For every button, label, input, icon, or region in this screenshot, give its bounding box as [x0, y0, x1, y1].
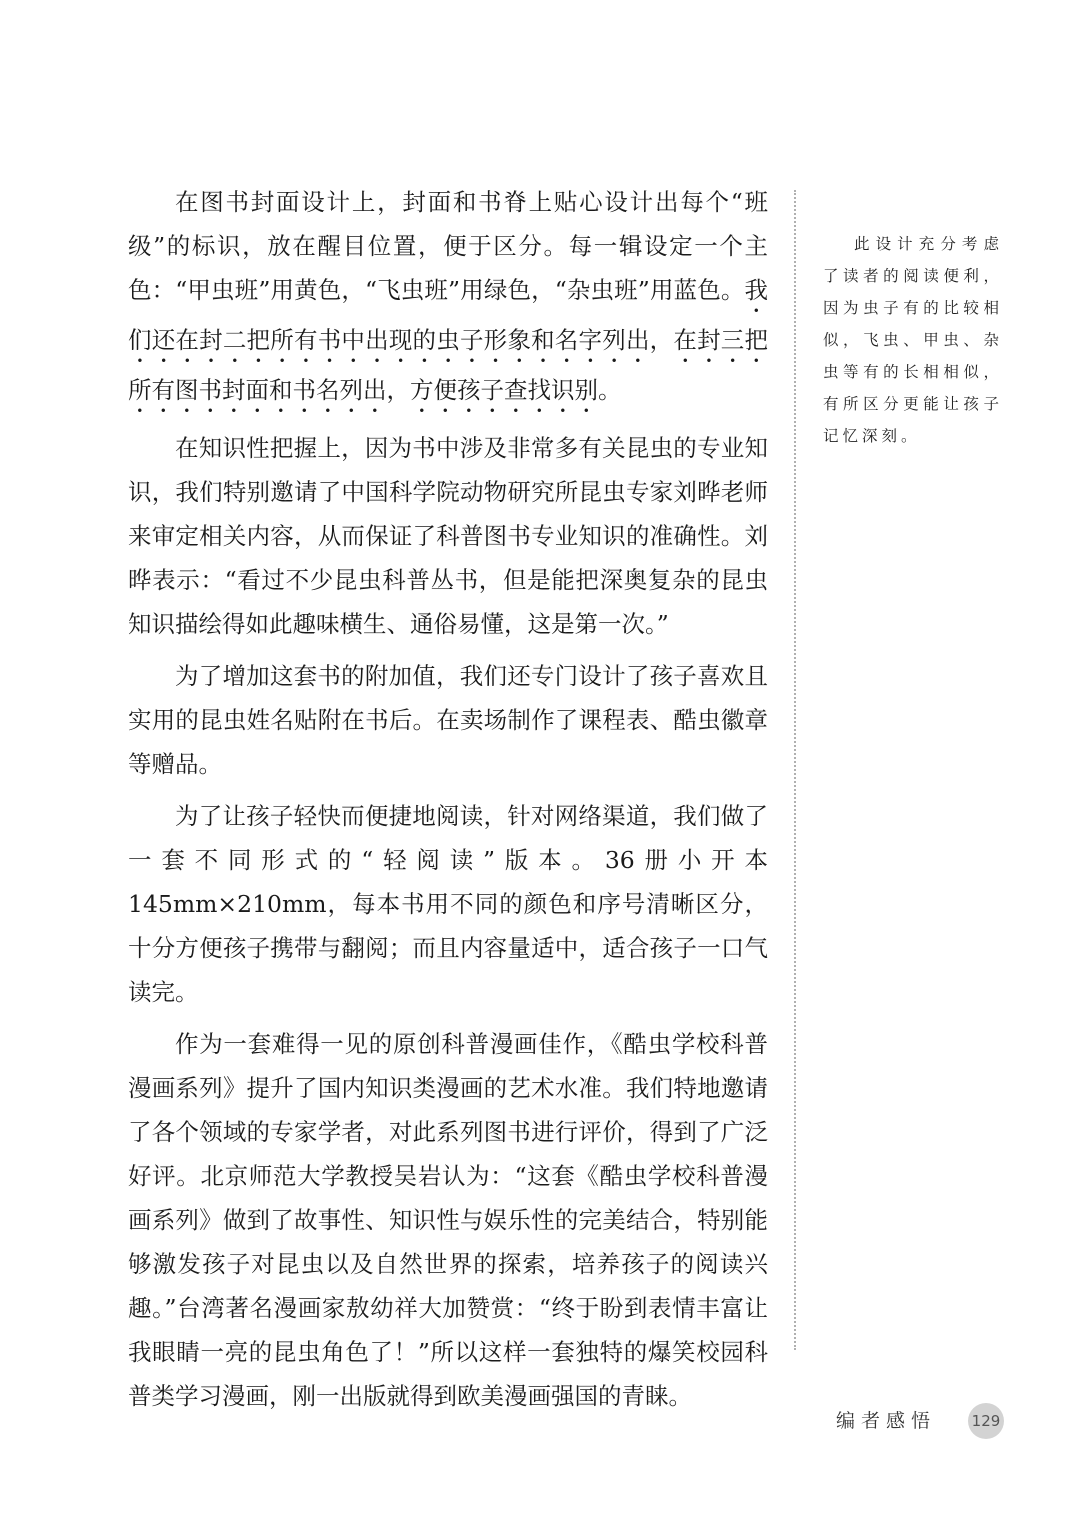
page-number: 129 [968, 1403, 1004, 1439]
margin-divider [794, 190, 796, 1350]
paragraph-cover-design-text: 在图书封面设计上，封面和书脊上贴心设计出每个“班级”的标识，放在醒目位置，便于区分。每一辑设定一个主色：“甲虫班”用黄色，“飞虫班”用绿色，“杂虫班”用蓝色。 [128, 188, 768, 304]
paragraph-expert-review: 在知识性把握上，因为书中涉及非常多有关昆虫的专业知识，我们特别邀请了中国科学院动物研究所昆虫专家刘晔老师来审定相关内容，从而保证了科普图书专业知识的准确性。刘晔表示：“看过不少昆虫科普丛书，但是能把深奥复杂的昆虫知识描绘得如此趣味横生、通俗易懂，这是第一次。” [128, 434, 768, 638]
margin-note: 此设计充分考虑了读者的阅读便利，因为虫子有的比较相似，飞虫、甲虫、杂虫等有的长相相似，有所区分更能让孩子记忆深刻。 [823, 235, 1003, 445]
paragraph-critical-acclaim: 作为一套难得一见的原创科普漫画佳作，《酷虫学校科普漫画系列》提升了国内知识类漫画的艺术水准。我们特地邀请了各个领域的专家学者，对此系列图书进行评价，得到了广泛好评。北京师范大学教授吴岩认为：“这套《酷虫学校科普漫画系列》做到了故事性、知识性与娱乐性的完美结合，特别能够激发孩子对昆虫以及自然世界的探索，培养孩子的阅读兴趣。”台湾著名漫画家敖幼祥大加赞赏：“终于盼到表情丰富让我眼睛一亮的昆虫角色了！”所以这样一套独特的爆笑校园科普类学习漫画，刚一出版就得到欧美漫画强国的青睐。 [128, 1030, 768, 1410]
paragraph-added-value: 为了增加这套书的附加值，我们还专门设计了孩子喜欢且实用的昆虫姓名贴附在书后。在卖场制作了课程表、酷虫徽章等赠品。 [128, 662, 768, 778]
section-label: 编者感悟 [836, 1410, 937, 1432]
emphasized-text: 我们还在封二把所有书中出现的虫子形象和名字列出，在封三把所有图书封面和书名列出，方便孩子查找识别。 [128, 276, 768, 404]
paragraph-light-reading: 为了让孩子轻快而便捷地阅读，针对网络渠道，我们做了一套不同形式的“轻阅读”版本。36册小开本145mm×210mm，每本书用不同的颜色和序号清晰区分，十分方便孩子携带与翻阅；而且内容量适中，适合孩子一口气读完。 [128, 802, 768, 1006]
paragraph-cover-design [128, 180, 768, 418]
main-text-column [128, 180, 768, 1426]
